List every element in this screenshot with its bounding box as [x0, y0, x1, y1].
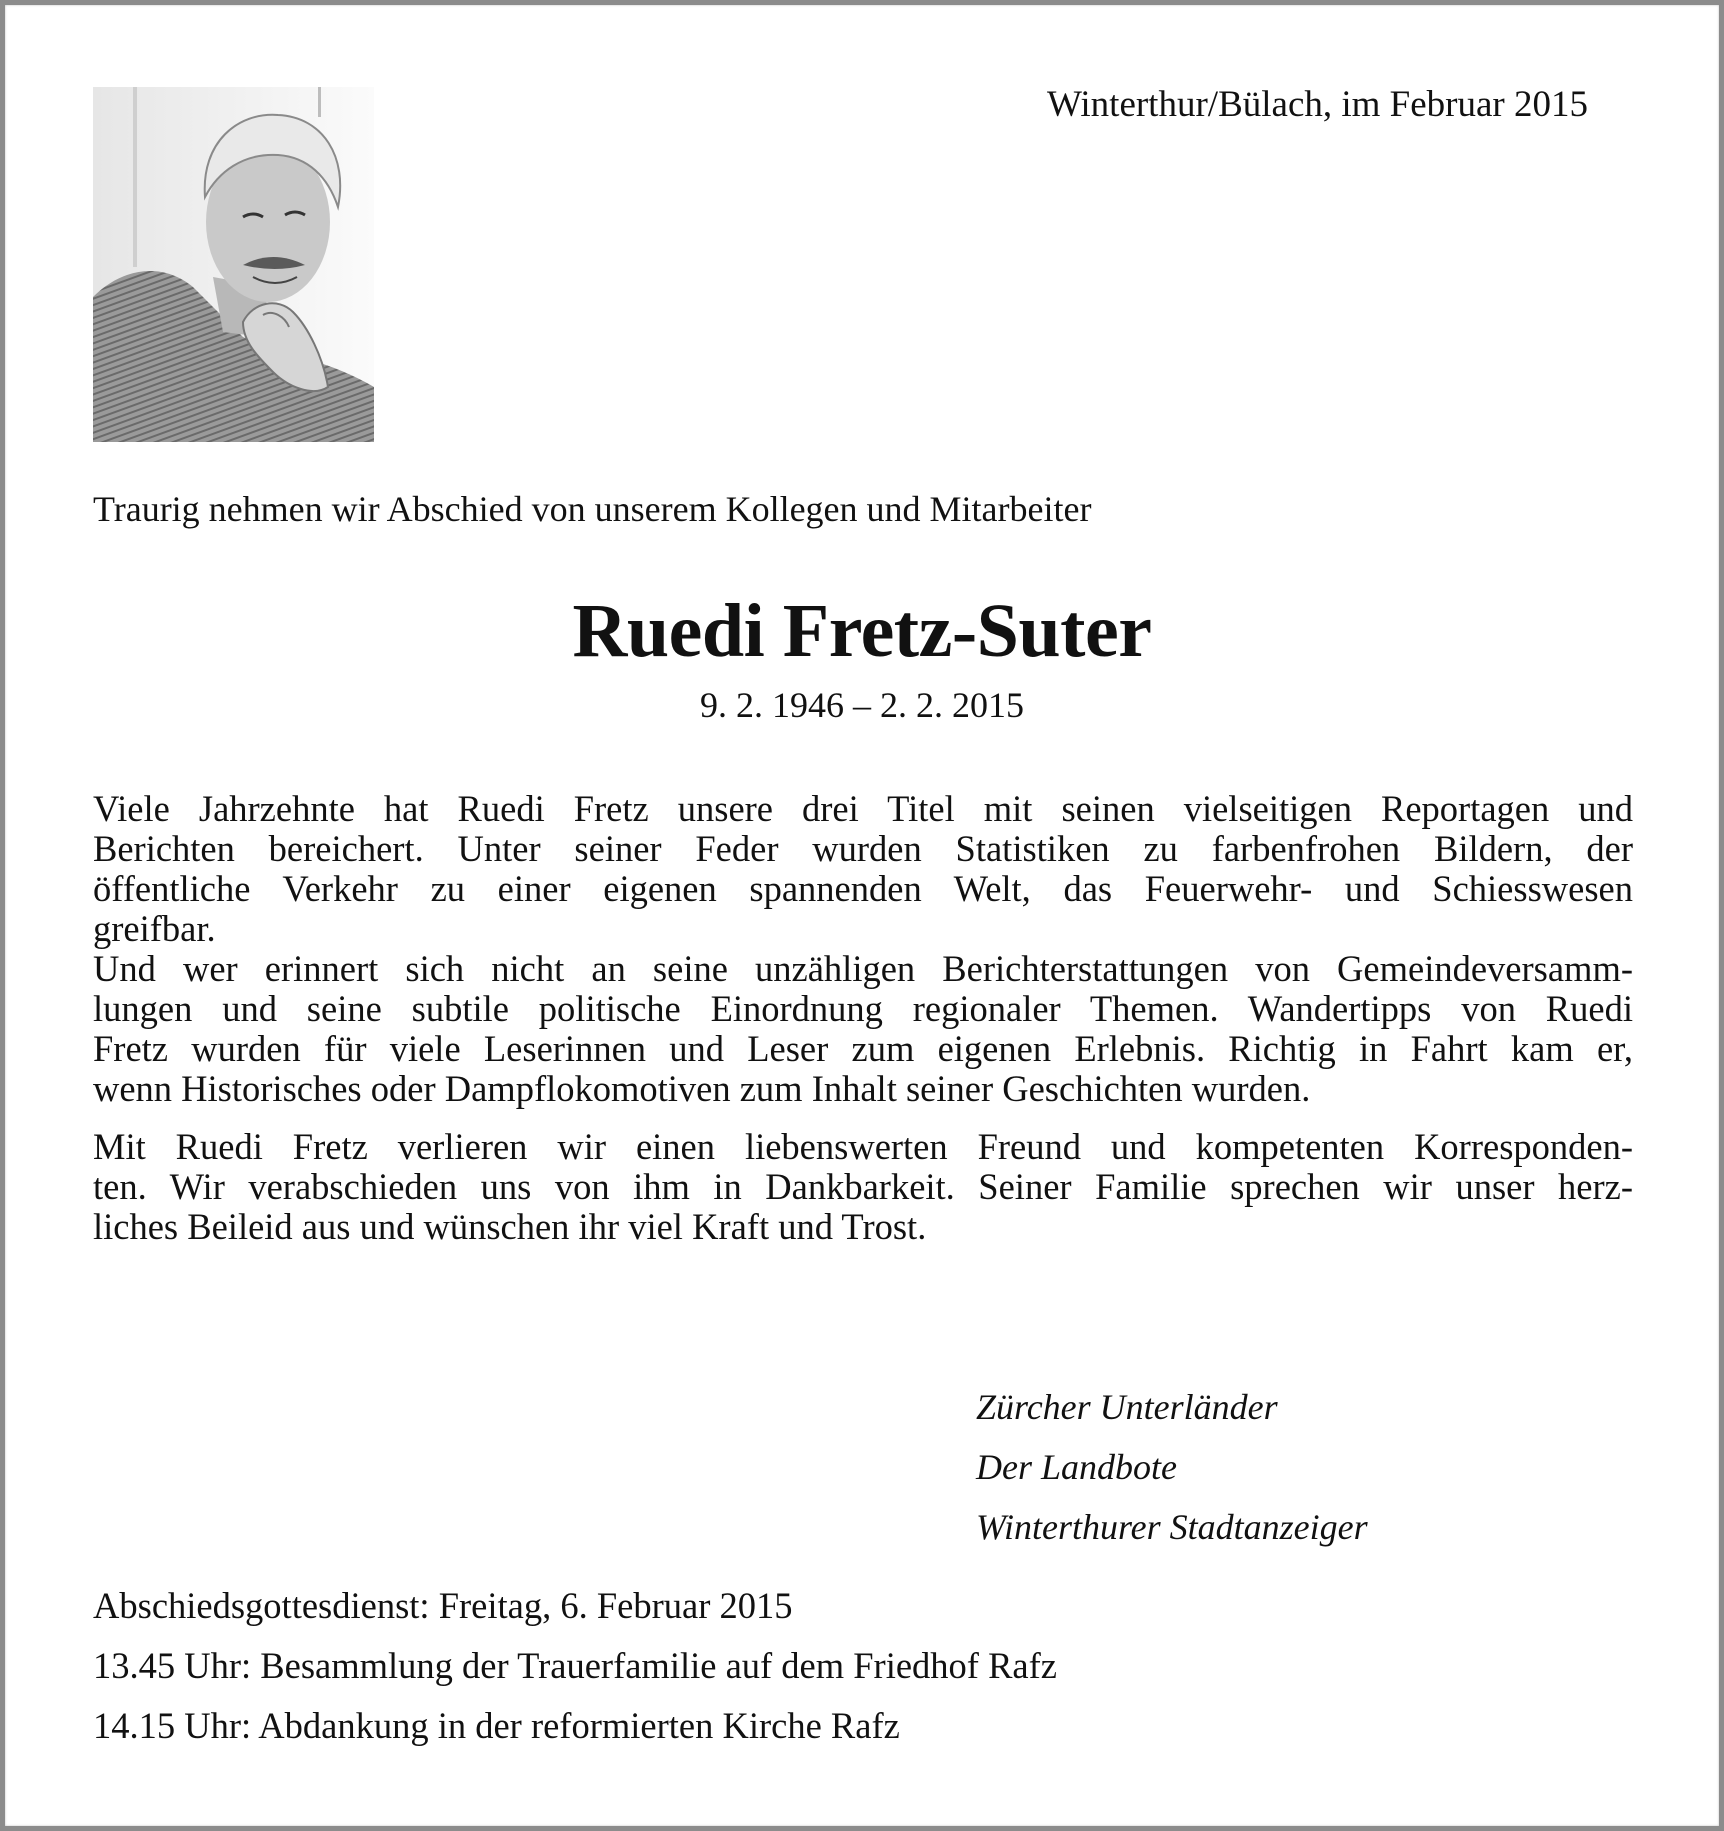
intro-line: Traurig nehmen wir Abschied von unserem Kollegen und Mitarbeiter [93, 489, 1092, 529]
text-line: liches Beileid aus und wünschen ihr viel Kraft und Trost. [93, 1206, 927, 1247]
portrait-image [93, 87, 374, 442]
service-line: 14.15 Uhr: Abdankung in der reformierten Kirche Rafz [93, 1705, 900, 1746]
text-line: Berichten bereichert. Unter seiner Feder wurden Statistiken zu farbenfrohen Bildern, der [93, 828, 1633, 869]
obituary-text [93, 789, 1633, 1247]
text-line: Mit Ruedi Fretz verlieren wir einen liebenswerten Freund und kompetenten Korresponden- [93, 1126, 1633, 1167]
signature-block [976, 1377, 1368, 1557]
deceased-name: Ruedi Fretz-Suter [572, 589, 1152, 673]
text-line: lungen und seine subtile politische Einordnung regionaler Themen. Wandertipps von Ruedi [93, 988, 1633, 1029]
signature-line: Der Landbote [976, 1447, 1177, 1487]
signature-line: Zürcher Unterländer [976, 1387, 1278, 1427]
portrait-photo [93, 87, 374, 442]
life-dates: 9. 2. 1946 – 2. 2. 2015 [700, 685, 1024, 725]
service-details [93, 1576, 1633, 1756]
text-line: Viele Jahrzehnte hat Ruedi Fretz unsere drei Titel mit seinen vielseitigen Reportagen und [93, 788, 1633, 829]
text-line: ten. Wir verabschieden uns von ihm in Dankbarkeit. Seiner Familie sprechen wir unser herz- [93, 1166, 1633, 1207]
text-line: wenn Historisches oder Dampflokomotiven zum Inhalt seiner Geschichten wurden. [93, 1068, 1311, 1109]
text-line: greifbar. [93, 908, 216, 949]
signature-line: Winterthurer Stadtanzeiger [976, 1507, 1368, 1547]
text-line: Und wer erinnert sich nicht an seine unzähligen Berichterstattungen von Gemeindeversamm- [93, 948, 1633, 989]
text-line: Fretz wurden für viele Leserinnen und Leser zum eigenen Erlebnis. Richtig in Fahrt kam er, [93, 1028, 1633, 1069]
place-and-date: Winterthur/Bülach, im Februar 2015 [1046, 84, 1588, 125]
service-line: Abschiedsgottesdienst: Freitag, 6. Februar 2015 [93, 1585, 793, 1626]
text-line: öffentliche Verkehr zu einer eigenen spannenden Welt, das Feuerwehr- und Schiesswesen [93, 868, 1633, 909]
service-line: 13.45 Uhr: Besammlung der Trauerfamilie auf dem Friedhof Rafz [93, 1645, 1057, 1686]
